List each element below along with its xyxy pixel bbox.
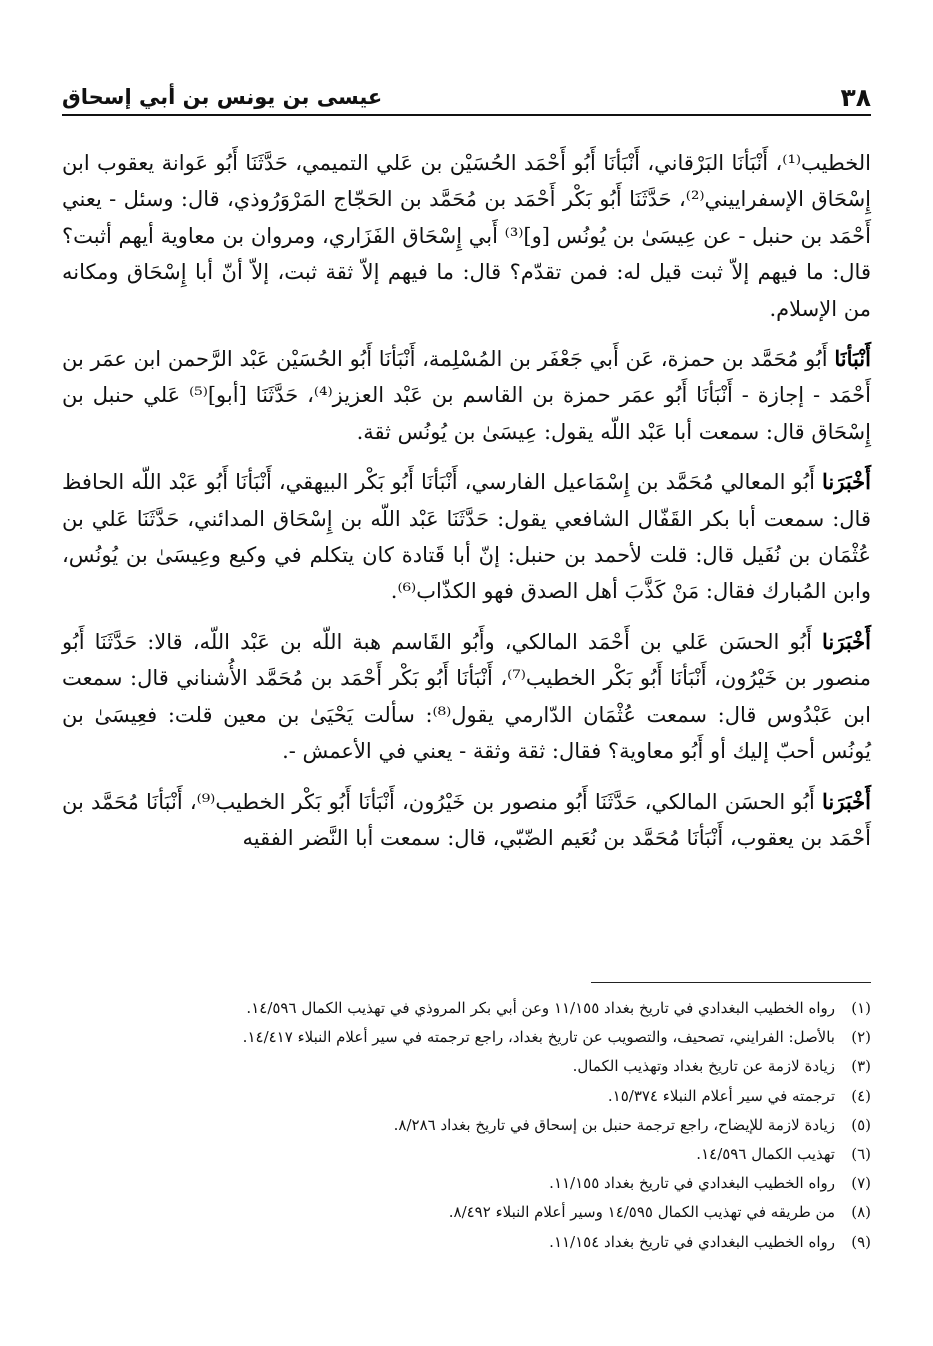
footnote-text: بالأصل: الفرايني، تصحيف، والتصويب عن تاريخ بغداد، راجع ترجمته في سير أعلام النبلاء ١٤/٤١٧. <box>242 1028 835 1047</box>
paragraph <box>62 784 871 857</box>
footnote-text: زيادة لازمة للإيضاح، راجع ترجمة حنبل بن إسحاق في تاريخ بغداد ٨/٢٨٦. <box>393 1115 835 1134</box>
page-header <box>62 80 871 116</box>
paragraph-text: الخطيب⁽¹⁾، أَنْبَأنَا البَرْقاني، أَنْبَأنَا أَبُو أَحْمَد الحُسَيْن بن عَلي التميمي، حَدَّثَنَا أَبُو عَوانة يعقوب ابن إِسْحَاق الإسفراييني⁽²⁾، حَدَّثَنَا أَبُو بَكْر أَحْمَد بن مُحَمَّد بن الحَجّاج المَرْوَرُوذي، قال: وسئل - يعني أَحْمَد بن حنبل - عن عِيسَىٰ بن يُونُس [و]⁽³⁾ أَبي إِسْحَاق الفَزَاري، ومروان بن معاوية أيهم أثبت؟ قال: ما فيهم إلاّ ثبت قيل له: فمن تقدّم؟ قال: ما فيهم إلاّ ثقة ثبت، إلاّ أنّ أبا إِسْحَاق ومكانه من الإسلام. <box>62 151 872 321</box>
main-text <box>62 145 871 870</box>
footnote <box>62 1052 871 1081</box>
footnote <box>62 1169 871 1198</box>
footnote-text: ترجمته في سير أعلام النبلاء ١٥/٣٧٤. <box>607 1086 835 1105</box>
footnote <box>62 1140 871 1169</box>
footnote <box>62 1111 871 1140</box>
paragraph <box>62 464 871 610</box>
paragraph <box>62 145 871 327</box>
paragraph-lead: أَخْبَرَنا <box>822 469 871 495</box>
footnote-text: رواه الخطيب البغدادي في تاريخ بغداد ١١/١٥٤. <box>549 1232 835 1251</box>
footnote-number: (٧) <box>851 1174 871 1193</box>
page-number: ٣٨ <box>840 82 871 112</box>
footnote <box>62 994 871 1023</box>
paragraph-text: أَبُو الحسَن المالكي، حَدَّثَنَا أَبُو منصور بن خَيْرُون، أَنْبَأنَا أَبُو بَكْر الخطيب⁽⁹⁾، أَنْبَأنَا مُحَمَّد بن أَحْمَد بن يعقوب، أَنْبَأنَا مُحَمَّد بن نُعَيم الضّبّي، قال: سمعت أبا النَّضر الفقيه <box>62 789 871 850</box>
footnote-number: (٨) <box>851 1203 871 1222</box>
footnote <box>62 1198 871 1227</box>
footnote <box>62 1228 871 1257</box>
paragraph-lead: أَخْبَرَنا <box>822 788 871 814</box>
footnote-text: زيادة لازمة عن تاريخ بغداد وتهذيب الكمال. <box>572 1057 835 1076</box>
footnote-number: (٢) <box>851 1028 871 1047</box>
footnote-number: (٤) <box>851 1086 871 1105</box>
paragraph-text: أَبُو الحسَن عَلي بن أَحْمَد المالكي، وأَبُو القَاسم هبة اللّه بن عَبْد اللّه، قالا: حَدَّثَنَا أَبُو منصور بن خَيْرُون، أَنْبَأنَا أَبُو بَكْر الخطيب⁽⁷⁾، أَنْبَأنَا أَبُو بَكْر أَحْمَد بن مُحَمَّد الأُشناني قال: سمعت ابن عَبْدُوس قال: سمعت عُثْمَان الدّارمي يقول⁽⁸⁾: سألت يَحْيَىٰ بن معين قلت: فعِيسَىٰ بن يُونُس أحبّ إليك أو أَبُو معاوية؟ فقال: ثقة وثقة - يعني في الأعمش -. <box>62 629 871 764</box>
running-title: عيسى بن يونس بن أبي إسحاق <box>62 85 383 109</box>
paragraph-lead: أَنْبَأنَا <box>834 346 871 372</box>
paragraph <box>62 341 871 450</box>
footnote-text: تهذيب الكمال ١٤/٥٩٦. <box>696 1145 835 1164</box>
footnote-text: رواه الخطيب البغدادي في تاريخ بغداد ١١/١٥٥ وعن أبي بكر المروذي في تهذيب الكمال ١٤/٥٩٦. <box>246 999 835 1017</box>
footnotes <box>62 994 871 1257</box>
footnote-number: (٦) <box>851 1145 871 1164</box>
footnote-number: (٥) <box>851 1115 871 1134</box>
footnote-text: من طريقه في تهذيب الكمال ١٤/٥٩٥ وسير أعلام النبلاء ٨/٤٩٢. <box>448 1203 835 1222</box>
paragraph-lead: أَخْبَرَنا <box>822 628 871 654</box>
paragraph-text: أَبُو مُحَمَّد بن حمزة، عَن أَبي جَعْفَر بن المُسْلِمة، أَنْبَأنَا أَبُو الحُسَيْن عَبْد الرَّحمن ابن عمَر بن أَحْمَد - إجازة - أَنْبَأنَا أَبُو عمَر حمزة بن القاسم بن عَبْد العزيز⁽⁴⁾، حَدَّثَنَا [أبو]⁽⁵⁾ عَلي حنبل بن إِسْحَاق قال: سمعت أبا عَبْد اللّه يقول: عِيسَىٰ بن يُونُس ثقة. <box>62 347 871 444</box>
footnote <box>62 1082 871 1111</box>
footnote-divider <box>591 982 871 983</box>
footnote-number: (٣) <box>851 1057 871 1076</box>
footnote-text: رواه الخطيب البغدادي في تاريخ بغداد ١١/١٥٥. <box>549 1174 835 1193</box>
footnote-number: (١) <box>851 999 871 1017</box>
footnote-number: (٩) <box>851 1232 871 1251</box>
footnote <box>62 1023 871 1052</box>
paragraph <box>62 624 871 770</box>
paragraph-text: أَبُو المعالي مُحَمَّد بن إِسْمَاعيل الفارسي، أَنْبَأنَا أَبُو بَكْر البيهقي، أَنْبَأنَا أَبُو عَبْد اللّه الحافظ قال: سمعت أبا بكر القَفّال الشافعي يقول: حَدَّثَنَا عَبْد اللّه بن إِسْحَاق المدائني، حَدَّثَنَا عَلي بن عُثْمَان بن نُفَيل قال: قلت لأحمد بن حنبل: إنّ أبا قَتادة كان يتكلم في وكيع وعِيسَىٰ بن يُونُس، وابن المُبارك فقال: مَنْ كَذَّبَ أهل الصدق فهو الكذّاب⁽⁶⁾. <box>62 470 871 604</box>
